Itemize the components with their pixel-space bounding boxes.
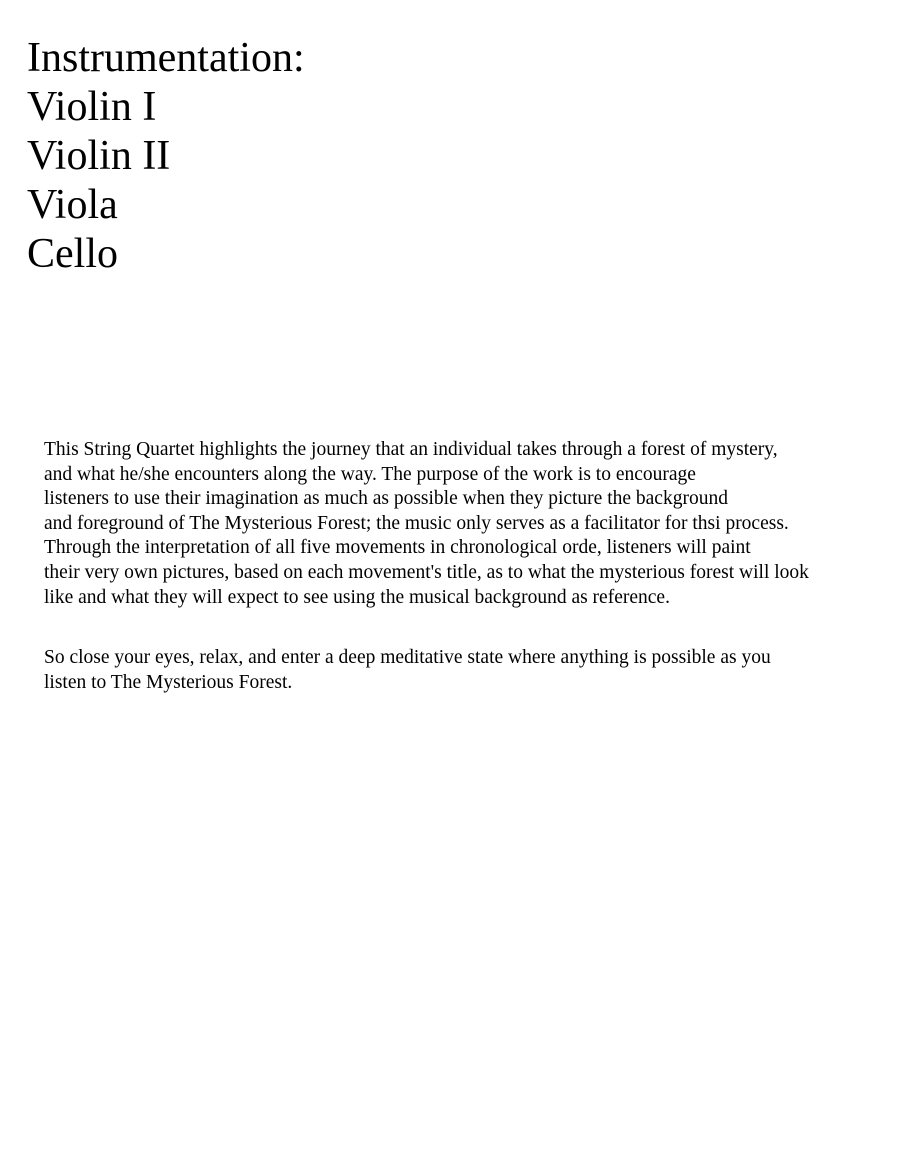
paragraph-line: and foreground of The Mysterious Forest; the music only serves as a facilitator for thsi process. xyxy=(44,512,789,534)
instrumentation-heading: Instrumentation: xyxy=(27,35,305,81)
paragraph-line: their very own pictures, based on each movement's title, as to what the mysterious forest will look xyxy=(44,561,809,583)
paragraph-line: So close your eyes, relax, and enter a deep meditative state where anything is possible as you xyxy=(44,647,771,669)
instrument-item: Cello xyxy=(27,231,118,277)
instrument-item: Violin II xyxy=(27,133,171,179)
paragraph-line: listeners to use their imagination as much as possible when they picture the background xyxy=(44,488,728,510)
instrument-item: Violin I xyxy=(27,84,157,130)
paragraph-line: like and what they will expect to see using the musical background as reference. xyxy=(44,586,670,608)
program-notes-paragraph xyxy=(44,438,894,610)
paragraph-line: listen to The Mysterious Forest. xyxy=(44,671,293,693)
paragraph-line: This String Quartet highlights the journey that an individual takes through a forest of mystery, xyxy=(44,439,778,460)
paragraph-line: and what he/she encounters along the way. The purpose of the work is to encourage xyxy=(44,463,696,485)
instrument-item: Viola xyxy=(27,182,118,228)
program-notes xyxy=(44,438,894,695)
instrumentation-block xyxy=(27,34,305,279)
paragraph-line: Through the interpretation of all five movements in chronological orde, listeners will paint xyxy=(44,537,751,559)
program-notes-paragraph xyxy=(44,646,894,695)
